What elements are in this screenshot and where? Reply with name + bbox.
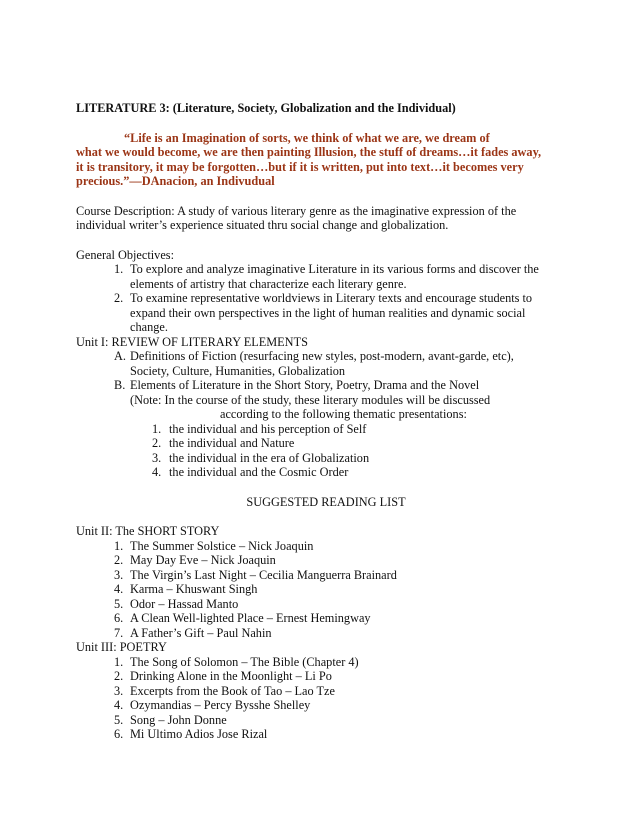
unit-2-heading: Unit II: The SHORT STORY xyxy=(76,524,220,538)
list-item xyxy=(76,553,576,568)
item-number: 4. xyxy=(152,465,162,479)
list-item xyxy=(76,713,576,728)
item-number: 2. xyxy=(114,291,124,305)
objective-item xyxy=(76,262,576,291)
quote-line: it is transitory, it may be forgotten…but if it is written, put into text…it becomes very xyxy=(76,159,524,174)
theme-text: the individual in the era of Globalization xyxy=(169,450,370,465)
item-number: 1. xyxy=(114,262,124,276)
reading-title: Odor – Hassad Manto xyxy=(130,596,239,611)
list-item xyxy=(76,597,576,612)
quote-line: precious.”—DAnacion, an Indivudual xyxy=(76,174,275,188)
list-item xyxy=(76,626,576,641)
reading-title: A Father’s Gift – Paul Nahin xyxy=(130,625,272,640)
objective-line: elements of artistry that characterize each literary genre. xyxy=(130,276,407,291)
item-number: 2. xyxy=(152,436,162,450)
item-number: 6. xyxy=(114,727,124,741)
theme-item xyxy=(76,465,576,480)
reading-title: A Clean Well-lighted Place – Ernest Hemingway xyxy=(130,611,371,625)
list-item xyxy=(76,611,576,626)
item-letter: B. xyxy=(114,378,126,392)
unit-2-section xyxy=(76,524,576,640)
reading-title: The Virgin’s Last Night – Cecilia Manguerra Brainard xyxy=(130,567,397,582)
poetry-list xyxy=(76,655,576,742)
unit-1-list xyxy=(76,349,576,422)
item-number: 3. xyxy=(152,450,162,465)
item-number: 2. xyxy=(114,553,124,567)
objective-item xyxy=(76,291,576,335)
unit-1-item-b xyxy=(76,378,576,422)
objective-line: expand their own perspectives in the light of human realities and dynamic social xyxy=(130,305,526,320)
list-item xyxy=(76,684,576,699)
objectives-heading: General Objectives: xyxy=(76,247,174,262)
list-item xyxy=(76,669,576,684)
reading-title: Mi Ultimo Adios Jose Rizal xyxy=(130,727,268,741)
item-number: 5. xyxy=(114,712,124,727)
quote-line: what we would become, we are then painting Illusion, the stuff of dreams…it fades away, xyxy=(76,145,542,159)
objective-line: To explore and analyze imaginative Literature in its various forms and discover the xyxy=(130,262,539,276)
course-description xyxy=(76,204,576,233)
list-item xyxy=(76,582,576,597)
unit-1-section xyxy=(76,335,576,480)
reading-title: The Summer Solstice – Nick Joaquin xyxy=(130,538,314,553)
theme-text: the individual and his perception of Self xyxy=(169,421,367,436)
item-number: 1. xyxy=(114,538,124,553)
list-item xyxy=(76,655,576,670)
item-number: 4. xyxy=(114,582,124,596)
short-story-list xyxy=(76,539,576,641)
list-item xyxy=(76,539,576,554)
list-item xyxy=(76,727,576,742)
reading-title: Ozymandias – Percy Bysshe Shelley xyxy=(130,698,311,712)
item-number: 1. xyxy=(114,654,124,669)
reading-title: May Day Eve – Nick Joaquin xyxy=(130,553,276,567)
unit-1-item-a xyxy=(76,349,576,378)
item-number: 2. xyxy=(114,669,124,683)
reading-title: Drinking Alone in the Moonlight – Li Po xyxy=(130,669,332,683)
item-number: 3. xyxy=(114,567,124,582)
item-line: Society, Culture, Humanities, Globalization xyxy=(130,363,346,378)
general-objectives xyxy=(76,248,576,335)
note-line: according to the following thematic presentations: xyxy=(220,407,467,421)
item-number: 3. xyxy=(114,683,124,698)
course-title: LITERATURE 3: (Literature, Society, Globalization and the Individual) xyxy=(76,101,456,115)
theme-text: the individual and Nature xyxy=(169,436,295,450)
reading-list-heading: SUGGESTED READING LIST xyxy=(246,494,406,509)
theme-item xyxy=(76,436,576,451)
description-line: individual writer’s experience situated thru social change and globalization. xyxy=(76,218,449,232)
list-item xyxy=(76,698,576,713)
item-number: 6. xyxy=(114,611,124,625)
objective-line: change. xyxy=(130,320,168,334)
note-line: (Note: In the course of the study, these literary modules will be discussed xyxy=(130,392,491,407)
item-number: 1. xyxy=(152,421,162,436)
quote-line: “Life is an Imagination of sorts, we think of what we are, we dream of xyxy=(124,130,490,145)
item-number: 4. xyxy=(114,698,124,712)
reading-title: Song – John Donne xyxy=(130,712,227,727)
item-number: 5. xyxy=(114,596,124,611)
unit-3-section xyxy=(76,640,576,742)
document-body xyxy=(76,101,576,742)
item-line: Definitions of Fiction (resurfacing new styles, post-modern, avant-garde, etc), xyxy=(130,349,514,363)
unit-3-heading: Unit III: POETRY xyxy=(76,640,167,654)
objectives-list xyxy=(76,262,576,335)
epigraph-quote xyxy=(76,131,576,189)
theme-item xyxy=(76,422,576,437)
unit-1-heading: Unit I: REVIEW OF LITERARY ELEMENTS xyxy=(76,334,308,349)
theme-text: the individual and the Cosmic Order xyxy=(169,465,349,479)
item-number: 7. xyxy=(114,625,124,640)
objective-line: To examine representative worldviews in Literary texts and encourage students to xyxy=(130,291,533,305)
reading-title: Karma – Khuswant Singh xyxy=(130,582,258,596)
theme-item xyxy=(76,451,576,466)
reading-title: The Song of Solomon – The Bible (Chapter 4) xyxy=(130,654,359,669)
reading-title: Excerpts from the Book of Tao – Lao Tze xyxy=(130,683,335,698)
item-letter: A. xyxy=(114,349,126,363)
item-line: Elements of Literature in the Short Story, Poetry, Drama and the Novel xyxy=(130,378,480,392)
themes-list xyxy=(76,422,576,480)
list-item xyxy=(76,568,576,583)
description-line: Course Description: A study of various literary genre as the imaginative expression of the xyxy=(76,203,517,218)
